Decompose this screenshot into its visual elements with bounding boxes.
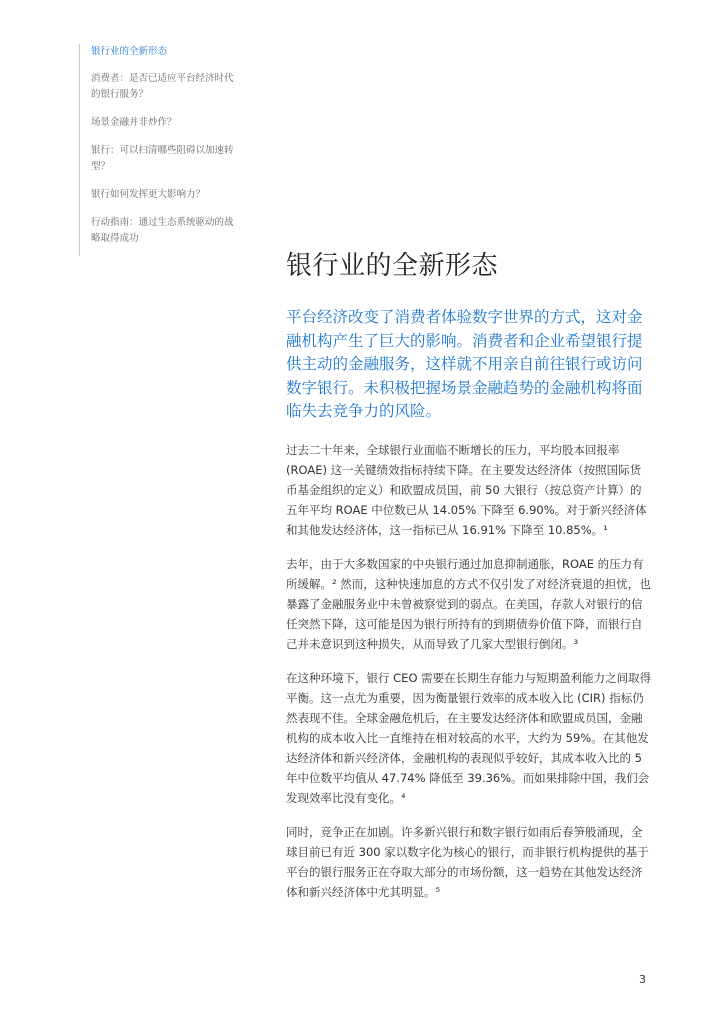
body-paragraph: 去年，由于大多数国家的中央银行通过加息抑制通胀，ROAE 的压力有所缓解。² 然而，这种快速加息的方式不仅引发了对经济衰退的担忧，也暴露了金融服务业中未曾被察觉到的弱点。在美国，存款人对银行的信任突然下降，这可能是因为银行所持有的到期债券价值下降，而银行自己并未意识到这种损失，从而导致了几家大型银行倒闭。³ (286, 556, 651, 651)
body-paragraph: 过去二十年来，全球银行业面临不断增长的压力，平均股本回报率 (ROAE) 这一关键绩效指标持续下降。在主要发达经济体（按照国际货币基金组织的定义）和欧盟成员国，前 50 大银行（按总资产计算）的五年平均 ROAE 中位数已从 14.05% 下降至 6.90%。对于新兴经济体和其他发达经济体，这一指标已从 16.91% 下降至 10.85%。¹ (286, 442, 647, 537)
toc-item-new-banking-shape[interactable]: 银行业的全新形态 (91, 46, 168, 57)
lead-paragraph: 平台经济改变了消费者体验数字世界的方式，这对金融机构产生了巨大的影响。消费者和企业希望银行提供主动的金融服务，这样就不用亲自前往银行或访问数字银行。未积极把握场景金融趋势的金融机构将面临失去竞争力的风险。 (286, 308, 643, 420)
main-content (286, 248, 652, 916)
page-title: 银行业的全新形态 (286, 251, 499, 281)
page-number: 3 (639, 973, 646, 986)
body-paragraph: 在这种环境下，银行 CEO 需要在长期生存能力与短期盈利能力之间取得平衡。这一点尤为重要，因为衡量银行效率的成本收入比 (CIR) 指标仍然表现不佳。全球金融危机后，在主要发达经济体和欧盟成员国，金融机构的成本收入比一直维持在相对较高的水平，大约为 59%。在其他发达经济体和新兴经济体，金融机构的表现似乎较好，其成本收入比的 5 年中位数平均值从 47.74% 降低至 39.36%。而如果排除中国，我们会发现效率比没有变化。⁴ (286, 670, 652, 805)
toc-item-embedded-finance[interactable]: 场景金融并非炒作？ (91, 117, 177, 128)
toc-item-bank-influence[interactable]: 银行如何发挥更大影响力？ (91, 189, 206, 200)
toc-item-banks-barriers[interactable]: 银行：可以扫清哪些阻碍以加速转型？ (91, 145, 234, 172)
toc-item-consumers[interactable]: 消费者：是否已适应平台经济时代的银行服务？ (91, 73, 234, 100)
body-paragraph: 同时，竞争正在加剧。许多新兴银行和数字银行如雨后春笋般涌现，全球目前已有近 300 家以数字化为核心的银行，而非银行机构提供的基于平台的银行服务正在夺取大部分的市场份额，这一趋势在其他发达经济体和新兴经济体中尤其明显。⁵ (286, 824, 649, 899)
toc-item-action-guide[interactable]: 行动指南：通过生态系统驱动的战略取得成功 (91, 217, 234, 244)
table-of-contents (79, 44, 241, 256)
